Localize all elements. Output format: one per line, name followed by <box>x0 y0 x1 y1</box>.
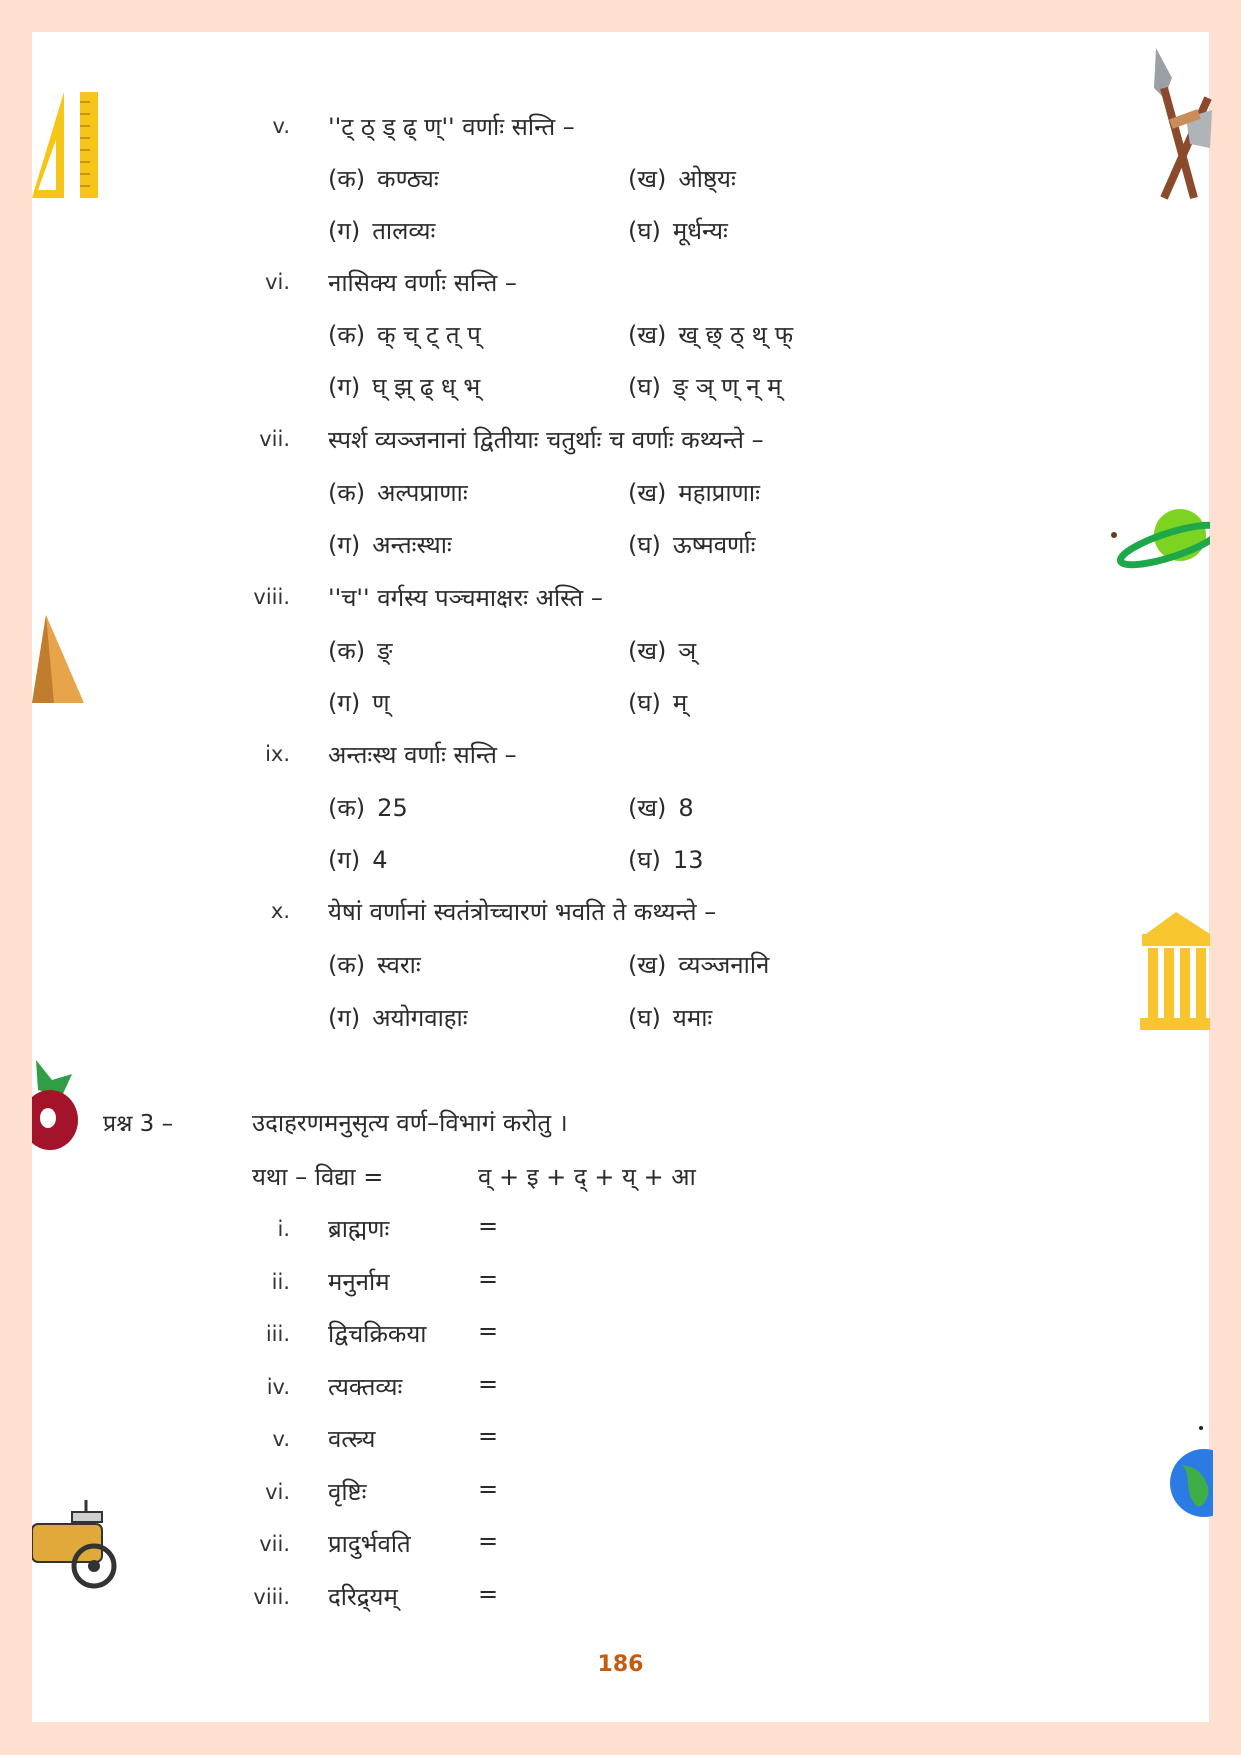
option-text: 8 <box>678 794 694 822</box>
item-word: मनुर्नाम <box>328 1268 390 1296</box>
option-label: (ख) <box>628 951 667 979</box>
option-label: (घ) <box>628 1004 661 1032</box>
item-word: द्विचक्रिकया <box>328 1320 427 1348</box>
question-number: viii. <box>253 585 290 609</box>
option-label: (ख) <box>628 479 667 507</box>
item-number: i. <box>277 1217 290 1241</box>
option-ga <box>328 528 452 561</box>
option-ga <box>328 1001 468 1034</box>
item-number: iv. <box>266 1375 290 1399</box>
option-text: स्वराः <box>377 951 421 979</box>
option-ka <box>328 791 408 824</box>
option-ka <box>328 318 481 351</box>
option-text: ङ् ञ् ण् न् म् <box>672 373 782 401</box>
pyramid-icon <box>32 615 87 705</box>
page <box>32 32 1209 1722</box>
item-word: प्रादुर्भवति <box>328 1530 411 1558</box>
item-number: v. <box>272 1427 290 1451</box>
option-kha <box>628 476 760 509</box>
option-label: (घ) <box>628 217 661 245</box>
option-label: (क) <box>328 479 366 507</box>
option-label: (क) <box>328 951 366 979</box>
option-label: (ग) <box>328 846 361 874</box>
option-ka <box>328 634 392 667</box>
option-text: 25 <box>377 794 408 822</box>
option-label: (घ) <box>628 689 661 717</box>
option-label: (घ) <box>628 846 661 874</box>
item-number: ii. <box>271 1270 290 1294</box>
example-label: यथा – विद्या = <box>252 1163 384 1191</box>
option-text: व्यञ्जनानि <box>678 951 770 979</box>
option-label: (घ) <box>628 373 661 401</box>
pillar-icon <box>1140 912 1210 1030</box>
option-label: (क) <box>328 637 366 665</box>
question-number: vi. <box>265 270 290 294</box>
planet-icon <box>1110 505 1210 575</box>
question-text: स्पर्श व्यञ्जनानां द्वितीयाः चतुर्थाः च वर्णाः कथ्यन्ते – <box>328 426 764 454</box>
question-text: अन्तःस्थ वर्णाः सन्ति – <box>328 741 517 769</box>
question-text: ''च'' वर्गस्य पञ्चमाक्षरः अस्ति – <box>328 584 603 612</box>
option-ga <box>328 686 390 719</box>
option-label: (ख) <box>628 637 667 665</box>
question-number: v. <box>272 114 290 138</box>
option-text: मूर्धन्यः <box>672 217 728 245</box>
option-label: (ग) <box>328 531 361 559</box>
item-word: त्यक्तव्यः <box>328 1373 403 1401</box>
cart-icon <box>32 1500 127 1592</box>
option-kha <box>628 634 696 667</box>
option-kha <box>628 162 736 195</box>
option-text: यमाः <box>672 1004 713 1032</box>
option-text: ख् छ् ठ् थ् फ् <box>678 321 794 349</box>
option-ka <box>328 476 468 509</box>
item-word: दरिद्र्यम् <box>328 1583 398 1611</box>
option-ka <box>328 948 421 981</box>
option-text: तालव्यः <box>372 217 436 245</box>
option-text: ण् <box>372 689 390 717</box>
option-text: क् च् ट् त् प् <box>377 321 481 349</box>
option-text: कण्ठ्यः <box>377 165 439 193</box>
option-text: ञ् <box>678 637 697 665</box>
question3-label: प्रश्न 3 – <box>103 1111 174 1137</box>
question-number: vii. <box>259 427 290 451</box>
option-ga <box>328 843 388 876</box>
option-gha <box>628 843 703 876</box>
option-label: (ख) <box>628 794 667 822</box>
option-label: (ख) <box>628 165 667 193</box>
equals-sign: = <box>478 1317 499 1345</box>
option-text: ओष्ठ्यः <box>678 165 736 193</box>
globe-icon <box>1168 1425 1213 1525</box>
option-text: अयोगवाहाः <box>372 1004 468 1032</box>
option-ga <box>328 370 480 403</box>
option-text: महाप्राणाः <box>678 479 760 507</box>
equals-sign: = <box>478 1422 499 1450</box>
option-text: 4 <box>372 846 388 874</box>
option-ga <box>328 214 435 247</box>
spear-axe-icon <box>1150 48 1215 203</box>
item-number: iii. <box>265 1322 290 1346</box>
option-gha <box>628 1001 712 1034</box>
item-word: ब्राह्मणः <box>328 1215 390 1243</box>
option-label: (ग) <box>328 689 361 717</box>
question3-instruction: उदाहरणमनुसृत्य वर्ण–विभागं करोतु । <box>252 1109 568 1137</box>
option-gha <box>628 528 755 561</box>
flower-icon <box>32 1060 87 1160</box>
option-text: घ् झ् ढ् ध् भ् <box>372 373 481 401</box>
option-label: (घ) <box>628 531 661 559</box>
option-kha <box>628 791 694 824</box>
item-number: viii. <box>253 1585 290 1609</box>
item-word: वृष्टिः <box>328 1478 367 1506</box>
question-number: x. <box>270 899 290 923</box>
option-text: ङ् <box>377 637 393 665</box>
ruler-triangle-icon <box>32 90 102 200</box>
question-text: येषां वर्णानां स्वतंत्रोच्चारणं भवति ते कथ्यन्ते – <box>328 898 717 926</box>
option-kha <box>628 318 793 351</box>
option-label: (क) <box>328 321 366 349</box>
option-text: ऊष्मवर्णाः <box>672 531 756 559</box>
equals-sign: = <box>478 1370 499 1398</box>
equals-sign: = <box>478 1265 499 1293</box>
page-number: 186 <box>597 1652 644 1677</box>
option-label: (क) <box>328 165 366 193</box>
item-number: vi. <box>265 1480 290 1504</box>
equals-sign: = <box>478 1527 499 1555</box>
option-gha <box>628 370 782 403</box>
option-label: (ख) <box>628 321 667 349</box>
option-text: म् <box>672 689 688 717</box>
question-text: नासिक्य वर्णाः सन्ति – <box>328 269 517 297</box>
option-label: (ग) <box>328 217 361 245</box>
question-number: ix. <box>265 742 290 766</box>
option-kha <box>628 948 769 981</box>
item-number: vii. <box>259 1532 290 1556</box>
question-text: ''ट् ठ् ड् ढ् ण्'' वर्णाः सन्ति – <box>328 113 575 141</box>
option-label: (ग) <box>328 373 361 401</box>
option-label: (क) <box>328 794 366 822</box>
example-answer: व् + इ + द् + य् + आ <box>478 1163 696 1191</box>
option-label: (ग) <box>328 1004 361 1032</box>
option-gha <box>628 686 687 719</box>
option-text: 13 <box>672 846 704 874</box>
equals-sign: = <box>478 1212 499 1240</box>
equals-sign: = <box>478 1580 499 1608</box>
option-text: अल्पप्राणाः <box>377 479 468 507</box>
option-text: अन्तःस्थाः <box>372 531 452 559</box>
option-gha <box>628 214 728 247</box>
item-word: वत्स्र्य <box>328 1425 376 1453</box>
option-ka <box>328 162 439 195</box>
equals-sign: = <box>478 1475 499 1503</box>
